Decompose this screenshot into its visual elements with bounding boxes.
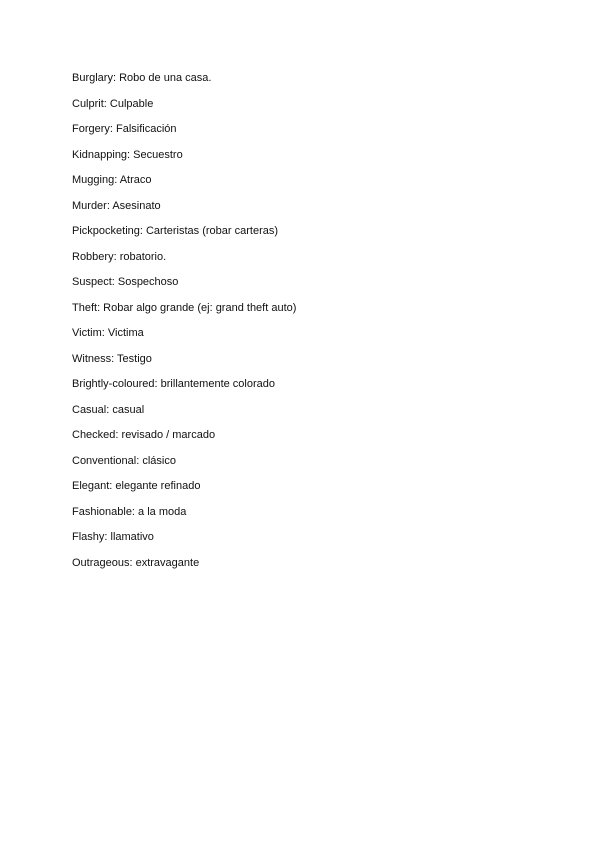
vocab-entry-casual: Casual: casual [72, 403, 145, 416]
vocab-entry-checked: Checked: revisado / marcado [72, 429, 216, 441]
vocab-entry-murder: Murder: Asesinato [72, 199, 161, 212]
vocab-entry-flashy: Flashy: llamativo [72, 531, 154, 543]
vocabulary-list [72, 70, 296, 580]
vocab-entry-burglary: Burglary: Robo de una casa. [72, 72, 212, 84]
vocab-entry-elegant: Elegant: elegante refinado [72, 480, 201, 492]
vocab-entry-theft: Theft: Robar algo grande (ej: grand theft auto) [72, 301, 297, 314]
vocab-entry-robbery: Robbery: robatorio. [72, 250, 167, 263]
vocab-entry-forgery: Forgery: Falsificación [72, 123, 177, 135]
vocab-entry-mugging: Mugging: Atraco [72, 174, 152, 186]
vocab-entry-conventional: Conventional: clásico [72, 454, 176, 467]
vocab-entry-victim: Victim: Victima [72, 327, 144, 339]
vocab-entry-suspect: Suspect: Sospechoso [72, 276, 179, 288]
vocab-entry-culprit: Culprit: Culpable [72, 97, 154, 110]
vocab-entry-brightly-coloured: Brightly-coloured: brillantemente colorado [72, 378, 275, 390]
vocab-entry-fashionable: Fashionable: a la moda [72, 505, 187, 518]
vocab-entry-kidnapping: Kidnapping: Secuestro [72, 148, 183, 161]
vocab-entry-outrageous: Outrageous: extravagante [72, 556, 200, 569]
vocab-entry-witness: Witness: Testigo [72, 352, 152, 365]
vocab-entry-pickpocketing: Pickpocketing: Carteristas (robar carteras) [72, 225, 279, 237]
